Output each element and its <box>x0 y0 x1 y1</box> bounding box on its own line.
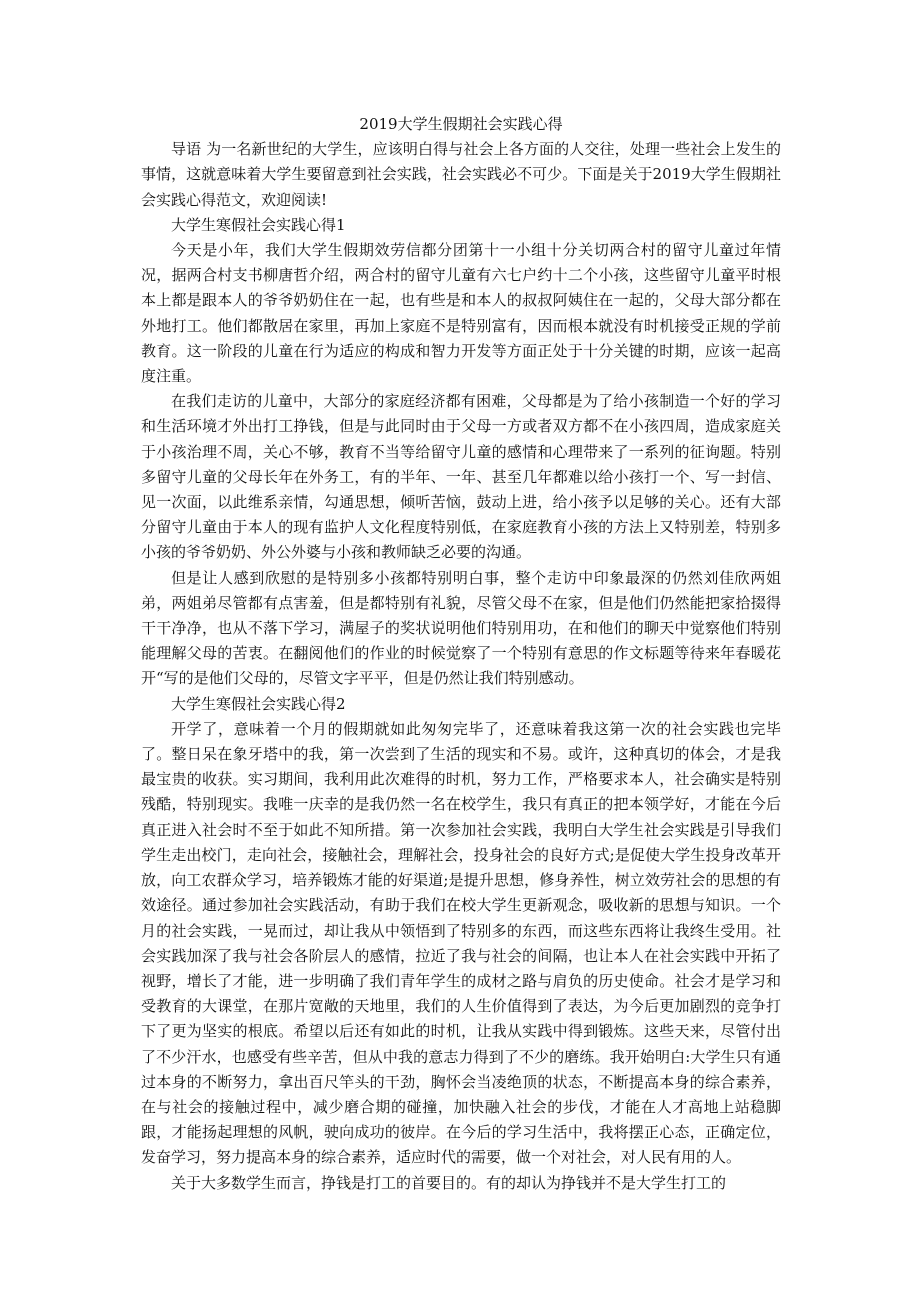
section1-paragraph-2: 在我们走访的儿童中，大部分的家庭经济都有困难，父母都是为了给小孩制造一个好的学习和生活环境才外出打工挣钱，但是与此同时由于父母一方或者双方都不在小孩四周，造成家庭关于小孩治理不周，关心不够，教育不当等给留守儿童的感情和心理带来了一系列的征询题。特别多留守儿童的父母长年在外务工，有的半年、一年、甚至几年都难以给小孩打一个、写一封信、见一次面，以此维系亲情，勾通思想，倾听苦恼，鼓动上进，给小孩予以足够的关心。还有大部分留守儿童由于本人的现有监护人文化程度特别低，在家庭教育小孩的方法上又特别差，特别多小孩的爷爷奶奶、外公外婆与小孩和教师缺乏必要的沟通。 <box>141 392 781 562</box>
section2-paragraph-1: 开学了，意味着一个月的假期就如此匆匆完毕了，还意味着我这第一次的社会实践也完毕了。整日呆在象牙塔中的我，第一次尝到了生活的现实和不易。或许，这种真切的体会，才是我最宝贵的收获。实习期间，我利用此次难得的时机，努力工作，严格要求本人，社会确实是特别残酷，特别现实。我唯一庆幸的是我仍然一名在校学生，我只有真正的把本领学好，才能在今后真正进入社会时不至于如此不知所措。第一次参加社会实践，我明白大学生社会实践是引导我们学生走出校门，走向社会，接触社会，理解社会，投身社会的良好方式;是促使大学生投身改革开放，向工农群众学习，培养锻炼才能的好渠道;是提升思想，修身养性，树立效劳社会的思想的有效途径。通过参加社会实践活动，有助于我们在校大学生更新观念，吸收新的思想与知识。一个月的社会实践，一晃而过，却让我从中领悟到了特别多的东西，而这些东西将让我终生受用。社会实践加深了我与社会各阶层人的感情，拉近了我与社会的间隔，也让本人在社会实践中开拓了视野，增长了才能，进一步明确了我们青年学生的成材之路与肩负的历史使命。社会才是学习和受教育的大课堂，在那片宽敞的天地里，我们的人生价值得到了表达，为今后更加剧烈的竞争打下了更为坚实的根底。希望以后还有如此的时机，让我从实践中得到锻炼。这些天来，尽管付出了不少汗水，也感受有些辛苦，但从中我的意志力得到了不少的磨练。我开始明白:大学生只有通过本身的不断努力，拿出百尺竿头的干劲，胸怀会当凌绝顶的状态，不断提高本身的综合素养，在与社会的接触过程中，减少磨合期的碰撞，加快融入社会的步伐，才能在人才高地上站稳脚跟，才能扬起理想的风帆，驶向成功的彼岸。在今后的学习生活中，我将摆正心态，正确定位，发奋学习，努力提高本身的综合素养，适应时代的需要，做一个对社会，对人民有用的人。 <box>141 719 781 1167</box>
section2-paragraph-2: 关于大多数学生而言，挣钱是打工的首要目的。有的却认为挣钱并不是大学生打工的 <box>171 1173 727 1192</box>
section1-paragraph-1: 今天是小年，我们大学生假期效劳信都分团第十一小组十分关切两合村的留守儿童过年情况，据两合村支书柳唐哲介绍，两合村的留守儿童有六七户约十二个小孩，这些留守儿童平时根本上都是跟本人的爷爷奶奶住在一起，也有些是和本人的叔叔阿姨住在一起的，父母大部分都在外地打工。他们都散居在家里，再加上家庭不是特别富有，因而根本就没有时机接受正规的学前教育。这一阶段的儿童在行为适应的构成和智力开发等方面正处于十分关键的时期，应该一起高度注重。 <box>141 241 781 386</box>
document-title: 2019大学生假期社会实践心得 <box>359 115 563 133</box>
section1-paragraph-3: 但是让人感到欣慰的是特别多小孩都特别明白事，整个走访中印象最深的仍然刘佳欣两姐弟，两姐弟尽管都有点害羞，但是都特别有礼貌，尽管父母不在家，但是他们仍然能把家拾掇得干干净净，也从不落下学习，满屋子的奖状说明他们特别用功，在和他们的聊天中觉察他们特别能理解父母的苦衷。在翻阅他们的作业的时候觉察了一个特别有意思的作文标题等待来年春暖花开“写的是他们父母的，尽管文字平平，但是仍然让我们特别感动。 <box>141 568 781 688</box>
section1-heading: 大学生寒假社会实践心得1 <box>171 215 346 234</box>
section2-heading: 大学生寒假社会实践心得2 <box>171 694 346 713</box>
intro-paragraph: 导语 为一名新世纪的大学生，应该明白得与社会上各方面的人交往，处理一些社会上发生的事情，这就意味着大学生要留意到社会实践，社会实践必不可少。下面是关于2019大学生假期社会实践心得范文，欢迎阅读! <box>141 140 781 209</box>
document-page <box>141 112 781 1196</box>
